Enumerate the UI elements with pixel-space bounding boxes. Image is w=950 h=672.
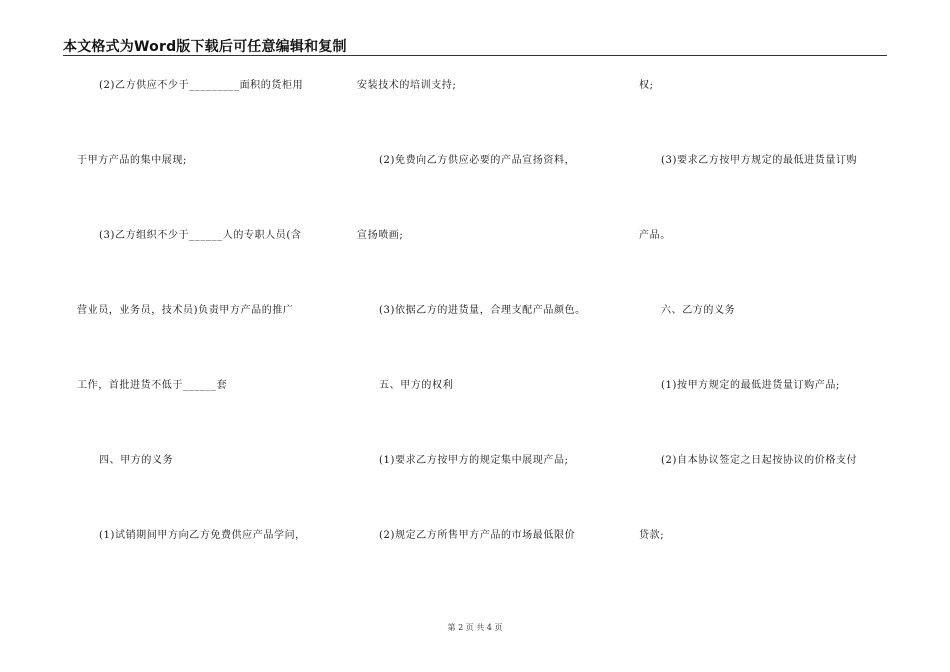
paragraph-line: (2)免费向乙方供应必要的产品宣扬资料， <box>379 155 576 166</box>
document-title: 本文格式为Word版下载后可任意编辑和复制 <box>63 39 347 55</box>
paragraph-line: 安装技术的培训支持; <box>357 80 457 91</box>
paragraph-line: (2)乙方供应不少于_________面积的货柜用 <box>99 80 304 91</box>
text-column-2 <box>357 0 617 672</box>
text-column-3 <box>639 0 899 672</box>
paragraph-line: (2)规定乙方所售甲方产品的市场最低限价 <box>379 530 576 541</box>
page-number: 第 2 页 共 4 页 <box>447 623 503 632</box>
paragraph-line: (1)试销期间甲方向乙方免费供应产品学问， <box>99 530 306 541</box>
page-footer <box>0 622 950 633</box>
paragraph-line: 权; <box>639 80 654 91</box>
paragraph-line: (1)按甲方规定的最低进货量订购产品; <box>661 380 840 391</box>
paragraph-line: (3)乙方组织不少于______人的专职人员(含 <box>99 230 302 241</box>
paragraph-line: (3)要求乙方按甲方规定的最低进货量订购 <box>661 155 858 166</box>
section-heading: 六、乙方的义务 <box>661 305 736 316</box>
paragraph-line: 贷款; <box>639 530 665 541</box>
paragraph-line: 产品。 <box>639 230 671 241</box>
paragraph-line: 于甲方产品的集中展现; <box>77 155 187 166</box>
paragraph-line: (2)自本协议签定之日起按协议的价格支付 <box>661 455 858 466</box>
paragraph-line: (1)要求乙方按甲方的规定集中展现产品; <box>379 455 569 466</box>
paragraph-line: 宣扬喷画; <box>357 230 404 241</box>
paragraph-line: (3)依据乙方的进货量，合理支配产品颜色。 <box>379 305 586 316</box>
section-heading: 四、甲方的义务 <box>99 455 174 466</box>
section-heading: 五、甲方的权利 <box>379 380 454 391</box>
paragraph-line: 工作，首批进货不低于______套 <box>77 380 228 391</box>
paragraph-line: 营业员，业务员，技术员)负责甲方产品的推广 <box>77 305 294 316</box>
text-column-1 <box>77 0 337 672</box>
